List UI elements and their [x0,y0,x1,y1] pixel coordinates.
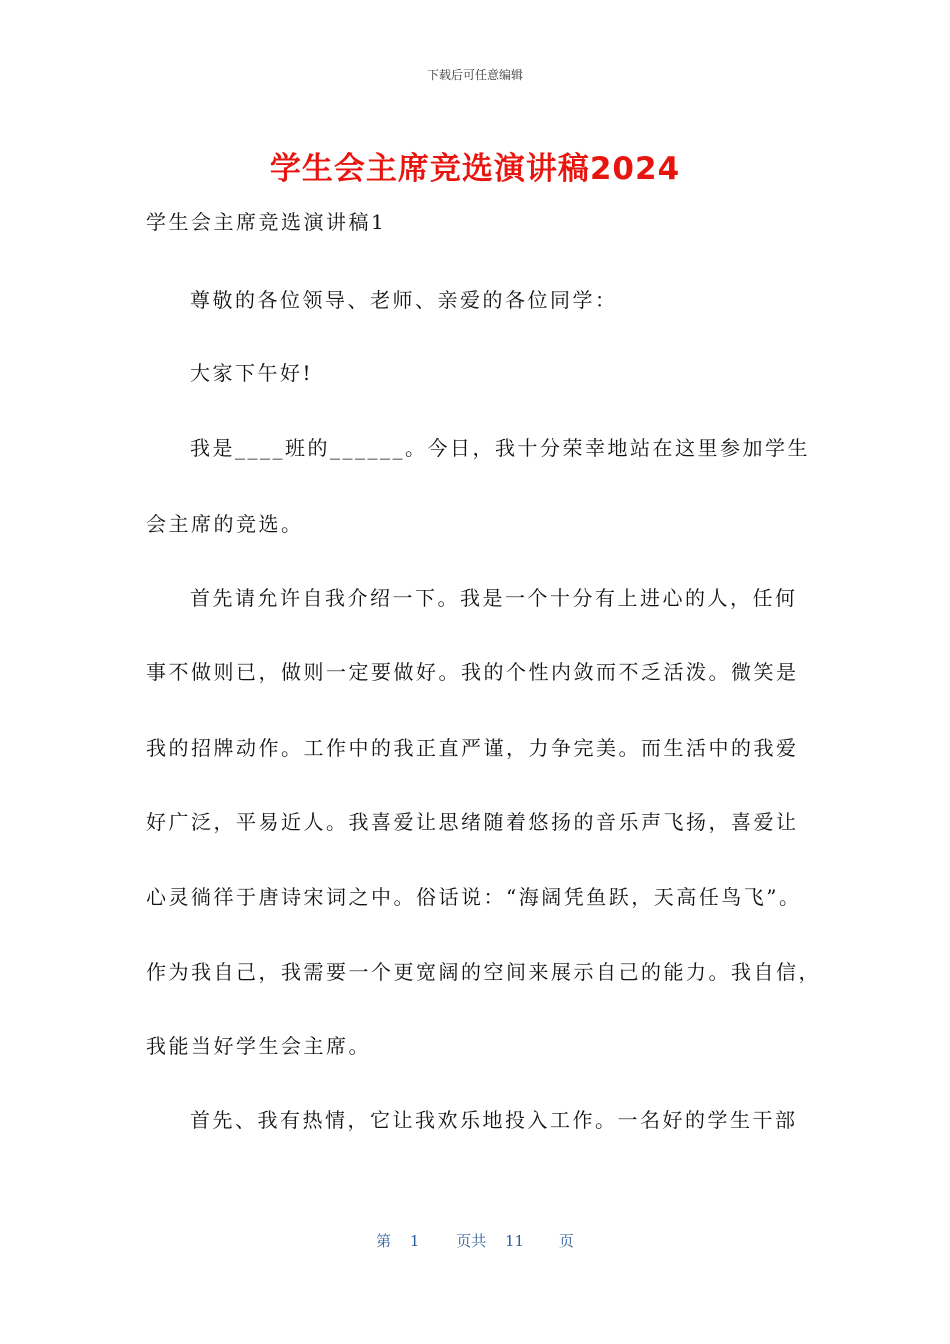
page-total: 11 [505,1232,525,1250]
paragraph-line: 事不做则已，做则一定要做好。我的个性内敛而不乏活泼。微笑是 [146,660,799,684]
download-note: 下载后可任意编辑 [426,68,523,82]
paragraph-line: 我是____班的______。今日，我十分荣幸地站在这里参加学生 [190,436,810,460]
page-footer [0,1230,950,1251]
page-number: 1 [409,1232,420,1250]
paragraph-line: 会主席的竞选。 [146,512,304,536]
paragraph-line: 好广泛，平易近人。我喜爱让思绪随着悠扬的音乐声飞扬，喜爱让 [146,810,799,834]
paragraph-line: 作为我自己，我需要一个更宽阔的空间来展示自己的能力。我自信， [146,960,821,984]
paragraph-line: 我的招牌动作。工作中的我正直严谨，力争完美。而生活中的我爱 [146,736,799,760]
page-suffix: 页 [558,1232,574,1250]
paragraph-line: 首先请允许自我介绍一下。我是一个十分有上进心的人，任何 [190,586,798,610]
paragraph-line: 心灵徜徉于唐诗宋词之中。俗话说：“海阔凭鱼跃，天高任鸟飞”。 [146,885,802,909]
page-mid: 页共 [456,1232,487,1250]
section-heading: 学生会主席竞选演讲稿1 [146,210,387,234]
paragraph-line: 大家下午好! [190,361,314,385]
paragraph-line: 我能当好学生会主席。 [146,1034,371,1058]
page-prefix: 第 [376,1232,392,1250]
paragraph-line: 尊敬的各位领导、老师、亲爱的各位同学： [190,288,618,312]
document-title: 学生会主席竞选演讲稿2024 [269,151,681,187]
paragraph-line: 首先、我有热情，它让我欢乐地投入工作。一名好的学生干部 [190,1108,798,1132]
